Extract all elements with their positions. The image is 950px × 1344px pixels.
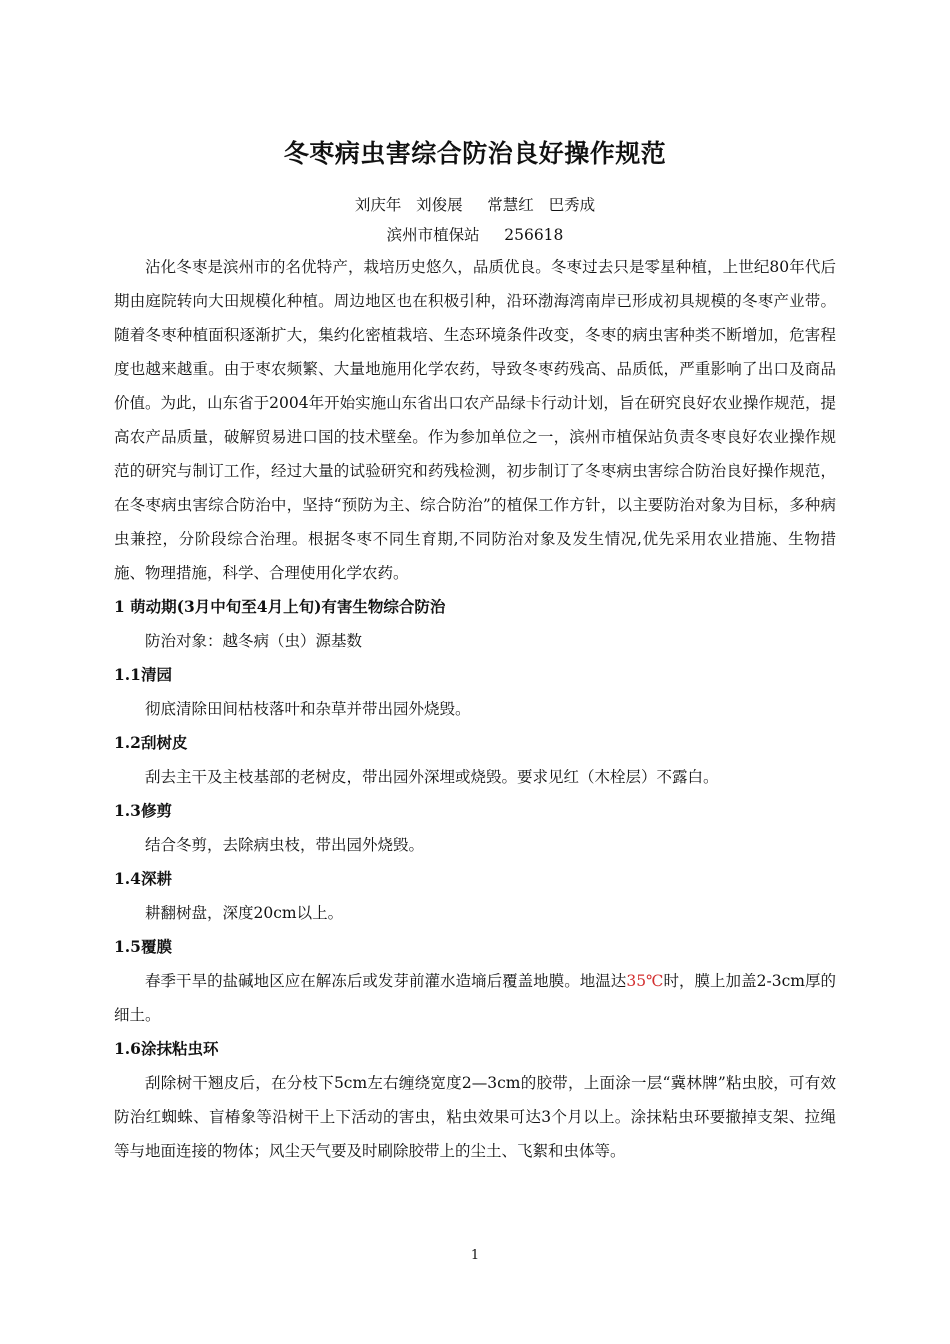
- affiliation-line: 滨州市植保站 256618: [386, 226, 564, 244]
- intro-paragraph: 沾化冬枣是滨州市的名优特产，栽培历史悠久，品质优良。冬枣过去只是零星种植，上世纪80年代后期由庭院转向大田规模化种植。周边地区也在积极引种，沿环渤海湾南岸已形成初具规模的冬枣产业带。随着冬枣种植面积逐渐扩大，集约化密植栽培、生态环境条件改变，冬枣的病虫害种类不断增加，危害程度也越来越重。由于枣农频繁、大量地施用化学农药，导致冬枣药残高、品质低，严重影响了出口及商品价值。为此，山东省于2004年开始实施山东省出口农产品绿卡行动计划，旨在研究良好农业操作规范，提高农产品质量，破解贸易进口国的技术壁垒。作为参加单位之一，滨州市植保站负责冬枣良好农业操作规范的研究与制订工作，经过大量的试验研究和药残检测，初步制订了冬枣病虫害综合防治良好操作规范，在冬枣病虫害综合防治中，坚持“预防为主、综合防治”的植保工作方针，以主要防治对象为目标，多种病虫兼控，分阶段综合治理。根据冬枣不同生育期,不同防治对象及发生情况,优先采用农业措施、生物措施、物理措施，科学、合理使用化学农药。: [114, 258, 836, 582]
- section-1-5-text-before: 春季干旱的盐碱地区应在解冻后或发芽前灌水造墒后覆盖地膜。地温达: [145, 972, 627, 990]
- section-1-2-heading: 1.2刮树皮: [114, 733, 188, 752]
- temperature-highlight: 35℃: [626, 972, 664, 990]
- document-title: 冬枣病虫害综合防治良好操作规范: [283, 139, 667, 168]
- section-1-3-heading: 1.3修剪: [114, 801, 172, 820]
- section-1-2-text: 刮去主干及主枝基部的老树皮，带出园外深埋或烧毁。要求见红（木栓层）不露白。: [145, 768, 719, 786]
- document-content: [114, 126, 836, 1168]
- page-number: 1: [470, 1248, 480, 1263]
- section-1-5-text: [114, 964, 836, 1032]
- section-1-4-text: 耕翻树盘，深度20cm以上。: [145, 904, 344, 922]
- section-1-5-heading: 1.5覆膜: [114, 937, 172, 956]
- section-1-5-text-after: 时，膜上加盖2-3cm厚的细土。: [114, 972, 837, 1024]
- section-1-4-heading: 1.4深耕: [114, 869, 172, 888]
- section-1-6-heading: 1.6涂抹粘虫环: [114, 1039, 219, 1058]
- section-1-1-heading: 1.1清园: [114, 665, 172, 684]
- section-1-target: 防治对象：越冬病（虫）源基数: [145, 632, 363, 650]
- section-1-3-text: 结合冬剪，去除病虫枝，带出园外烧毁。: [145, 836, 425, 854]
- section-1-1-text: 彻底清除田间枯枝落叶和杂草并带出园外烧毁。: [145, 700, 471, 718]
- section-1-6-text: 刮除树干翘皮后，在分枝下5cm左右缠绕宽度2—3cm的胶带，上面涂一层“冀林牌”粘虫胶，可有效防治红蜘蛛、盲椿象等沿树干上下活动的害虫，粘虫效果可达3个月以上。涂抹粘虫环要撤掉支架、拉绳等与地面连接的物体；风尘天气要及时刷除胶带上的尘土、飞絮和虫体等。: [114, 1074, 836, 1160]
- section-1-heading: 1 萌动期(3月中旬至4月上旬)有害生物综合防治: [114, 597, 446, 616]
- authors-line: 刘庆年 刘俊展 常慧红 巴秀成: [354, 196, 596, 214]
